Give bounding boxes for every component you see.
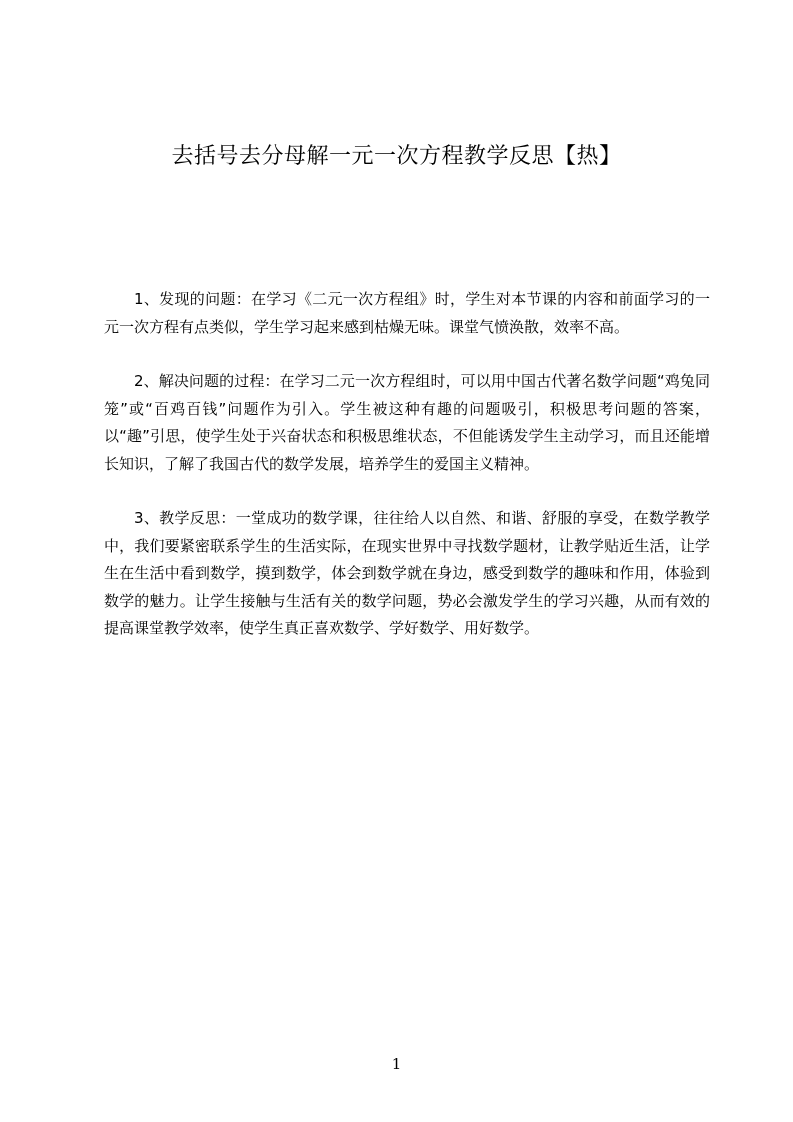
- page-number: 1: [391, 1055, 402, 1073]
- paragraph-solution-process: 2、解决问题的过程：在学习二元一次方程组时，可以用中国古代著名数学问题“鸡兔同笼”或“百鸡百钱”问题作为引入。学生被这种有趣的问题吸引，积极思考问题的答案，以“趣”引思，使学生处于兴奋状态和积极思维状态，不但能诱发学生主动学习，而且还能增长知识，了解了我国古代的数学发展，培养学生的爱国主义精神。: [104, 372, 710, 473]
- paragraph-teaching-reflection: 3、教学反思：一堂成功的数学课，往往给人以自然、和谐、舒服的享受，在数学教学中，我们要紧密联系学生的生活实际，在现实世界中寻找数学题材，让教学贴近生活，让学生在生活中看到数学，摸到数学，体会到数学就在身边，感受到数学的趣味和作用，体验到数学的魅力。让学生接触与生活有关的数学问题，势必会激发学生的学习兴趣，从而有效的提高课堂教学效率，使学生真正喜欢数学、学好数学、用好数学。: [104, 509, 710, 637]
- document-body: [104, 286, 710, 670]
- document-title: 去括号去分母解一元一次方程教学反思【热】: [171, 144, 622, 169]
- paragraph-problem-found: 1、发现的问题：在学习《二元一次方程组》时，学生对本节课的内容和前面学习的一元一次方程有点类似，学生学习起来感到枯燥无味。课堂气愤涣散，效率不高。: [104, 290, 710, 336]
